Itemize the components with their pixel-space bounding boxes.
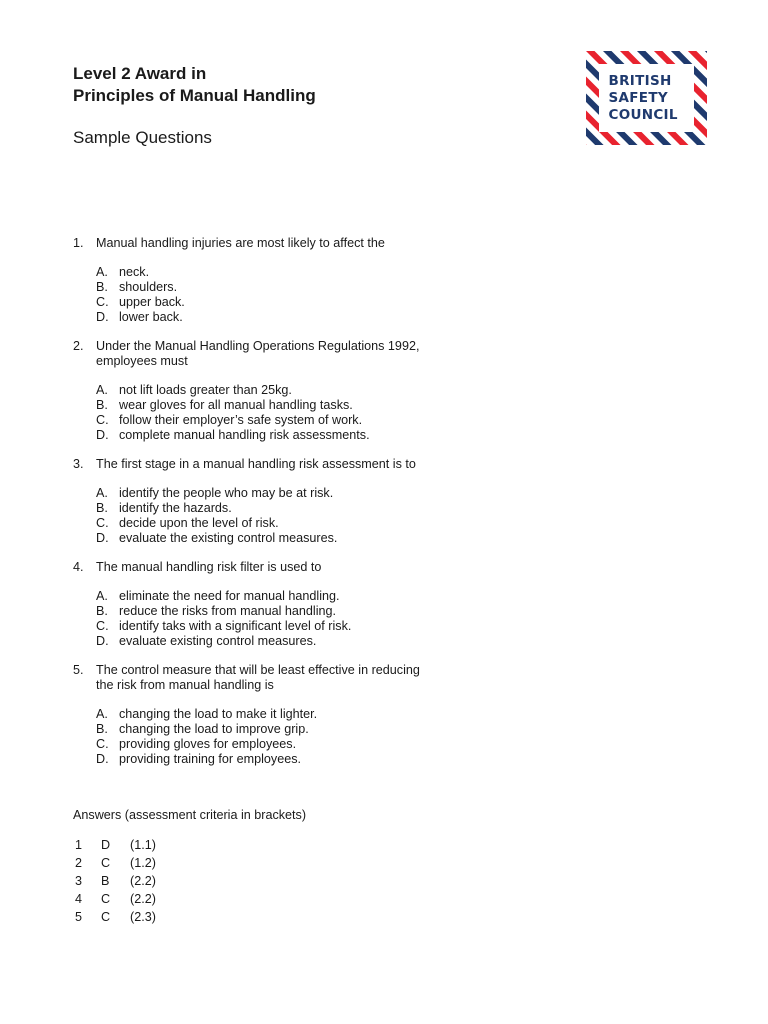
option-text: decide upon the level of risk. <box>119 516 279 530</box>
option-text: reduce the risks from manual handling. <box>119 604 337 618</box>
option-letter: B. <box>96 604 108 618</box>
answer-question-number: 4 <box>75 892 83 906</box>
answer-question-number: 2 <box>75 856 83 870</box>
answer-criteria: (2.2) <box>130 874 156 888</box>
option-text: eliminate the need for manual handling. <box>119 589 340 603</box>
question-5-option-b <box>96 722 309 737</box>
question-4-option-d <box>96 634 316 649</box>
question-number: 2. <box>73 339 84 353</box>
title-line-1: Level 2 Award in <box>73 64 207 83</box>
question-text: Under the Manual Handling Operations Regulations 1992, employees must <box>96 339 420 368</box>
question-2-option-b <box>96 398 353 413</box>
document-subtitle: Sample Questions <box>73 128 212 147</box>
option-letter: D. <box>96 428 109 442</box>
question-3-option-d <box>96 531 337 546</box>
option-letter: C. <box>96 619 109 633</box>
option-text: changing the load to improve grip. <box>119 722 309 736</box>
option-letter: D. <box>96 310 109 324</box>
question-1-option-d <box>96 310 183 325</box>
question-2-option-a <box>96 383 292 398</box>
question-1-option-a <box>96 265 149 280</box>
option-text: changing the load to make it lighter. <box>119 707 318 721</box>
logo-word-council: COUNCIL <box>608 106 678 123</box>
title-line-2: Principles of Manual Handling <box>73 86 316 105</box>
option-letter: C. <box>96 295 109 309</box>
answer-letter: D <box>101 838 111 852</box>
question-4-option-a <box>96 589 340 604</box>
option-letter: A. <box>96 383 108 397</box>
option-text: follow their employer’s safe system of work. <box>119 413 363 427</box>
answer-letter: C <box>101 856 111 870</box>
option-text: identify the hazards. <box>119 501 232 515</box>
question-text: The control measure that will be least effective in reducing the risk from manual handling is <box>96 663 420 692</box>
document-title <box>73 63 316 107</box>
question-4-option-b <box>96 604 336 619</box>
option-text: neck. <box>119 265 150 279</box>
option-letter: A. <box>96 589 108 603</box>
question-2-option-d <box>96 428 370 443</box>
option-text: lower back. <box>119 310 183 324</box>
question-number: 4. <box>73 560 84 574</box>
option-text: providing training for employees. <box>119 752 302 766</box>
option-letter: B. <box>96 280 108 294</box>
option-text: identify taks with a significant level of risk. <box>119 619 352 633</box>
question-4-option-c <box>96 619 351 634</box>
option-text: identify the people who may be at risk. <box>119 486 334 500</box>
option-letter: D. <box>96 531 109 545</box>
answers-heading: Answers (assessment criteria in brackets) <box>73 808 307 822</box>
question-3-option-a <box>96 486 333 501</box>
answer-letter: C <box>101 910 111 924</box>
option-text: complete manual handling risk assessments. <box>119 428 370 442</box>
option-letter: A. <box>96 486 108 500</box>
question-1-option-c <box>96 295 185 310</box>
option-text: upper back. <box>119 295 185 309</box>
british-safety-council-logo <box>586 51 707 145</box>
question-number: 3. <box>73 457 84 471</box>
answer-question-number: 5 <box>75 910 83 924</box>
question-3-option-c <box>96 516 279 531</box>
option-letter: A. <box>96 707 108 721</box>
question-number: 1. <box>73 236 84 250</box>
option-text: evaluate existing control measures. <box>119 634 317 648</box>
logo-wordmark <box>586 51 707 145</box>
option-letter: C. <box>96 413 109 427</box>
option-letter: B. <box>96 398 108 412</box>
answer-question-number: 3 <box>75 874 83 888</box>
answer-criteria: (1.1) <box>130 838 156 852</box>
question-text: Manual handling injuries are most likely to affect the <box>96 236 385 250</box>
option-text: evaluate the existing control measures. <box>119 531 338 545</box>
option-letter: B. <box>96 501 108 515</box>
answer-letter: C <box>101 892 111 906</box>
question-text: The first stage in a manual handling risk assessment is to <box>96 457 416 471</box>
option-letter: D. <box>96 634 109 648</box>
option-letter: A. <box>96 265 108 279</box>
option-letter: C. <box>96 737 109 751</box>
question-5-option-d <box>96 752 301 767</box>
answer-letter: B <box>101 874 110 888</box>
question-5-option-a <box>96 707 317 722</box>
question-1-option-b <box>96 280 177 295</box>
option-text: shoulders. <box>119 280 178 294</box>
option-letter: D. <box>96 752 109 766</box>
option-text: providing gloves for employees. <box>119 737 297 751</box>
question-5-option-c <box>96 737 296 752</box>
question-3-option-b <box>96 501 232 516</box>
answer-question-number: 1 <box>75 838 83 852</box>
option-text: not lift loads greater than 25kg. <box>119 383 292 397</box>
option-text: wear gloves for all manual handling tasks. <box>119 398 353 412</box>
answer-criteria: (2.2) <box>130 892 156 906</box>
question-text: The manual handling risk filter is used to <box>96 560 322 574</box>
question-2-option-c <box>96 413 362 428</box>
option-letter: C. <box>96 516 109 530</box>
question-number: 5. <box>73 663 84 677</box>
logo-word-british: BRITISH <box>608 72 672 89</box>
answer-criteria: (2.3) <box>130 910 156 924</box>
option-letter: B. <box>96 722 108 736</box>
logo-word-safety: SAFETY <box>608 89 668 106</box>
answer-criteria: (1.2) <box>130 856 156 870</box>
